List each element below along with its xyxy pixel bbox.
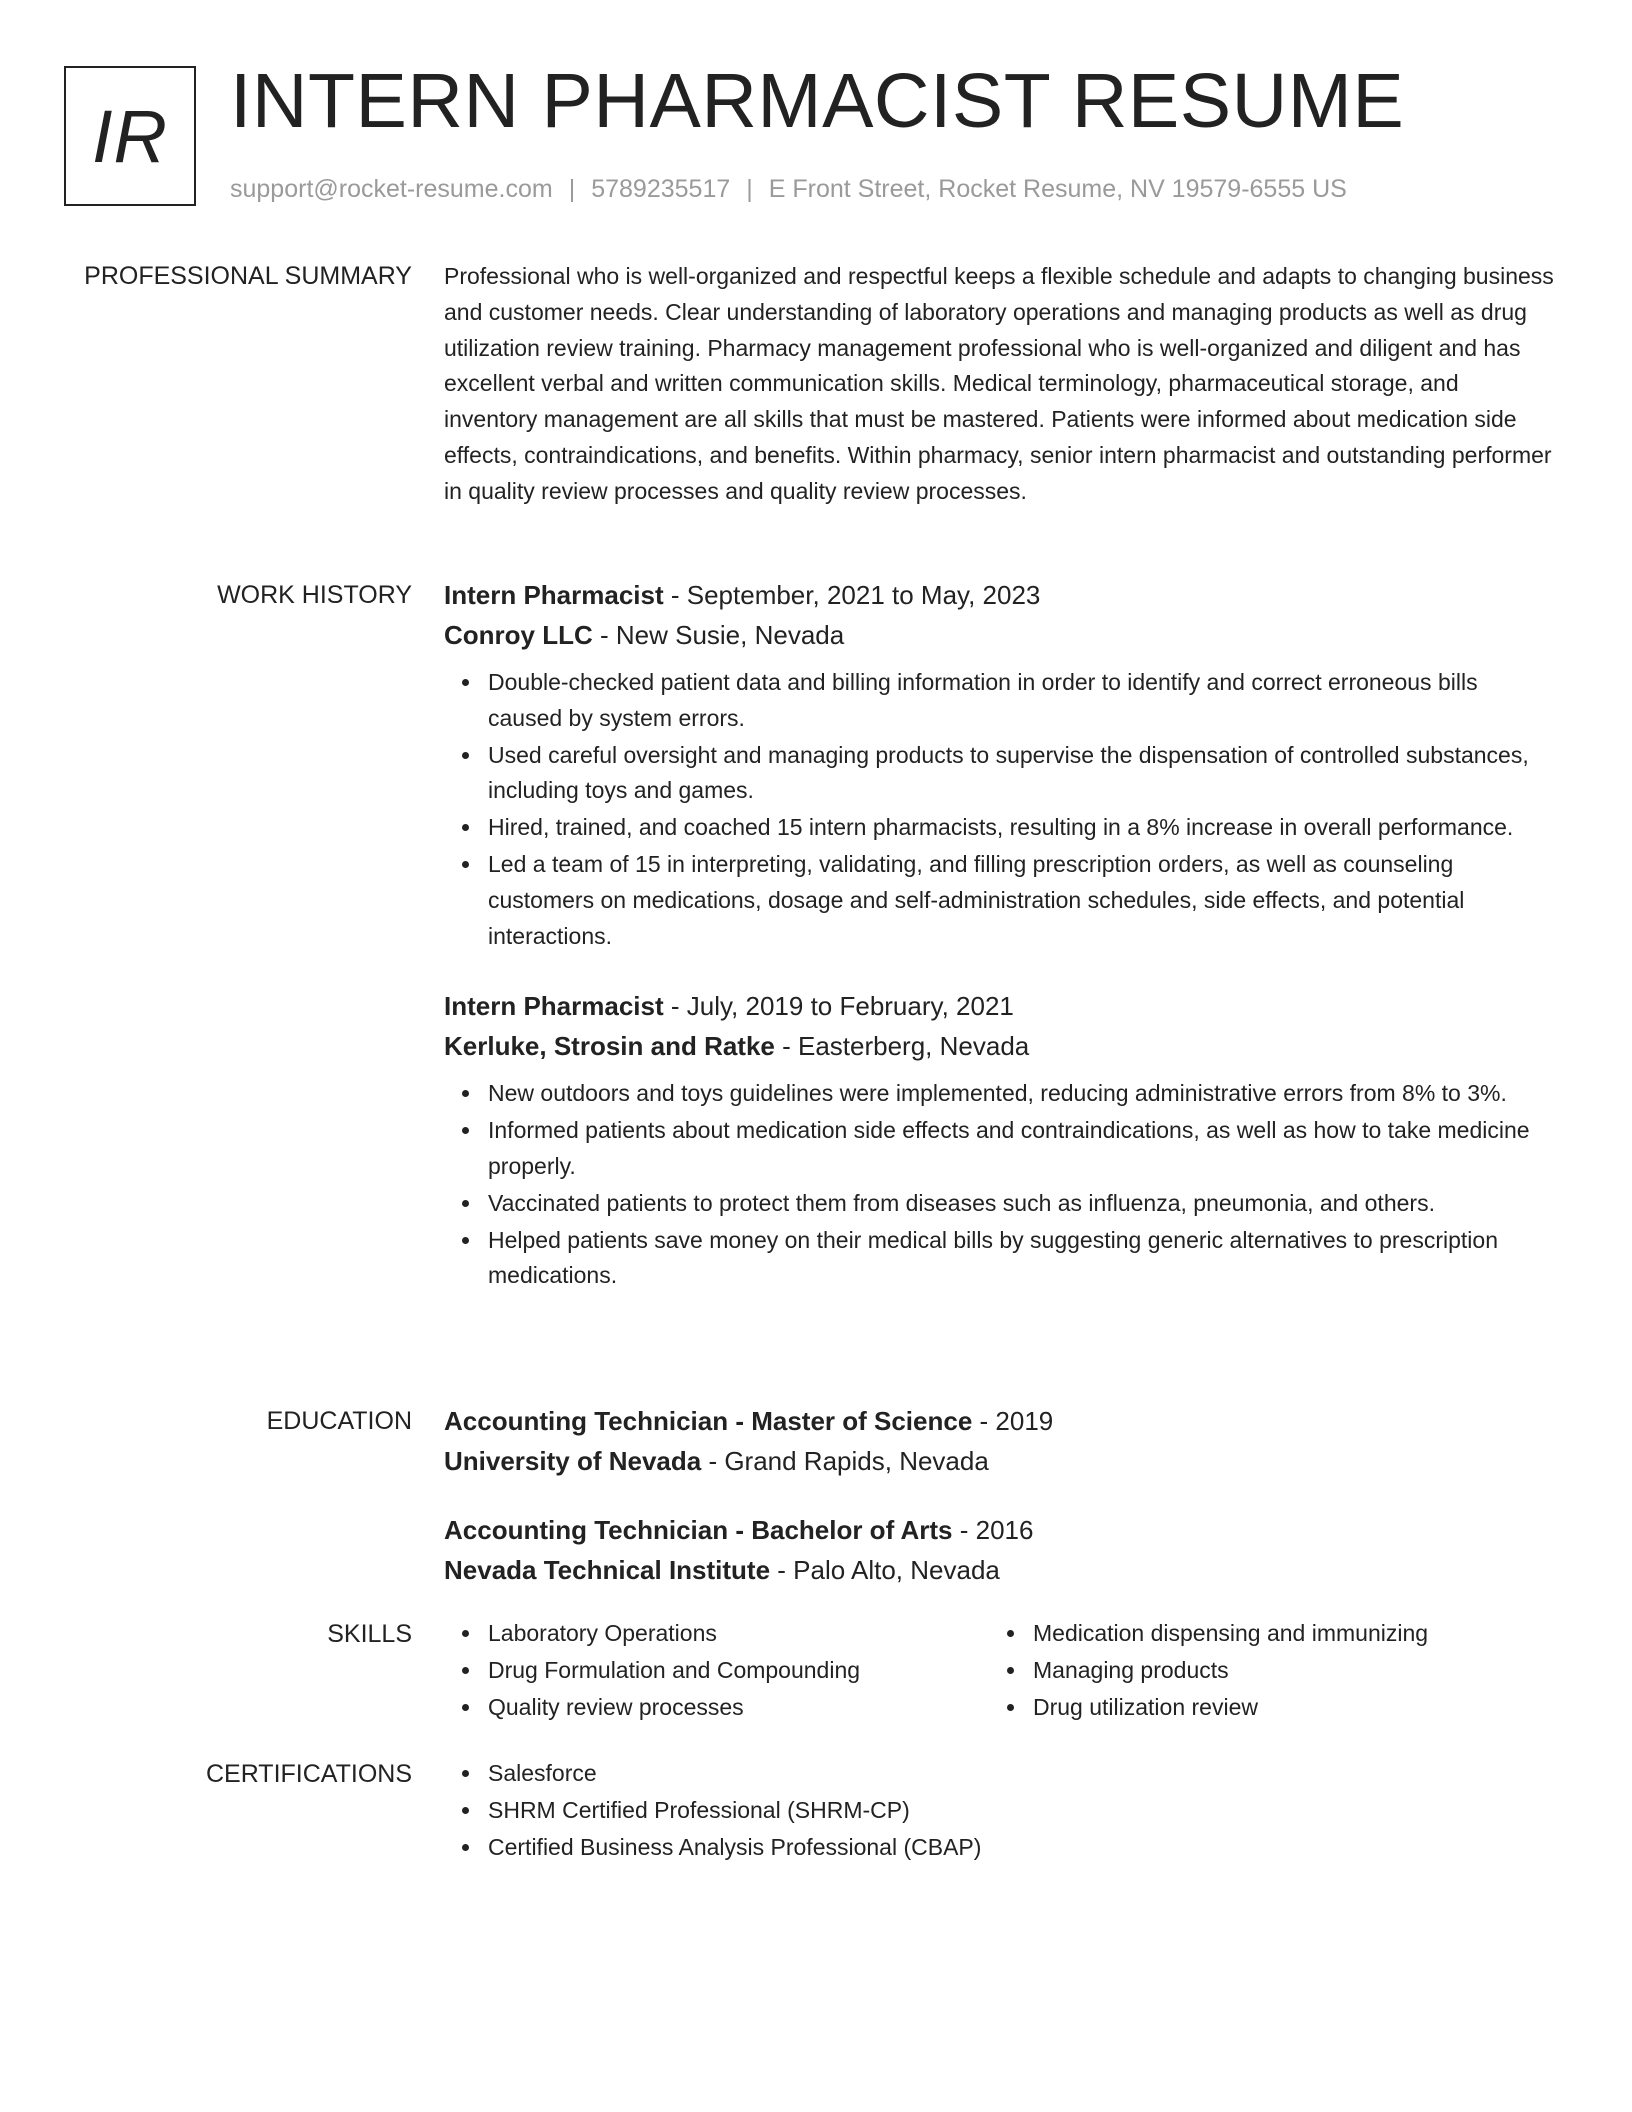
section-label-education: EDUCATION — [266, 1407, 412, 1435]
job-bullets — [444, 1076, 1554, 1294]
certifications-list — [444, 1756, 1554, 1865]
list-item: Certified Business Analysis Professional (CBAP) — [488, 1830, 1554, 1866]
job-company-line — [444, 615, 1554, 655]
list-item: Medication dispensing and immunizing — [1033, 1616, 1534, 1652]
education-year: - 2016 — [952, 1515, 1034, 1545]
list-item: SHRM Certified Professional (SHRM-CP) — [488, 1793, 1554, 1829]
job-title-line — [444, 986, 1554, 1026]
resume-title: INTERN PHARMACIST RESUME — [230, 58, 1405, 144]
job-location: - New Susie, Nevada — [592, 620, 845, 650]
education-body — [444, 1401, 1554, 1590]
list-item: Used careful oversight and managing products to supervise the dispensation of controlled substances, including toys and games. — [488, 738, 1554, 810]
contact-address: E Front Street, Rocket Resume, NV 19579-6555 US — [768, 175, 1347, 203]
education-entry — [444, 1401, 1554, 1481]
section-label-certifications: CERTIFICATIONS — [205, 1760, 412, 1788]
skills-body — [444, 1616, 1554, 1726]
skills-right-list — [989, 1616, 1534, 1726]
list-item: Double-checked patient data and billing information in order to identify and correct erroneous bills caused by system errors. — [488, 665, 1554, 737]
job-title: Intern Pharmacist — [444, 580, 664, 610]
education-school-line — [444, 1550, 1554, 1590]
job-company: Conroy LLC — [444, 620, 593, 650]
education-year: - 2019 — [972, 1406, 1054, 1436]
list-item: Led a team of 15 in interpreting, validating, and filling prescription orders, as well as counseling customers on medications, dosage and self-administration schedules, side effects, and potential interactions. — [488, 847, 1554, 954]
education-entry — [444, 1510, 1554, 1590]
job-bullets — [444, 665, 1554, 954]
certifications-body — [444, 1756, 1554, 1866]
contact-line — [230, 172, 1347, 206]
education-degree-line — [444, 1510, 1554, 1550]
education-degree: Accounting Technician - Bachelor of Arts — [444, 1515, 953, 1545]
job-location: - Easterberg, Nevada — [774, 1031, 1030, 1062]
contact-separator: | — [746, 175, 753, 203]
list-item: Managing products — [1033, 1653, 1534, 1689]
skills-left-list — [444, 1616, 989, 1726]
job-entry — [444, 575, 1554, 954]
job-entry — [444, 986, 1554, 1294]
list-item: Drug utilization review — [1033, 1690, 1534, 1726]
monogram-initials: IR — [92, 94, 168, 178]
education-degree: Accounting Technician - Master of Science — [444, 1406, 973, 1436]
list-item: New outdoors and toys guidelines were implemented, reducing administrative errors from 8% to 3%. — [488, 1076, 1554, 1112]
section-label-work-history: WORK HISTORY — [217, 581, 412, 609]
education-location: - Palo Alto, Nevada — [770, 1555, 1000, 1585]
list-item: Informed patients about medication side effects and contraindications, as well as how to take medicine properly. — [488, 1113, 1554, 1185]
contact-email: support@rocket-resume.com — [230, 175, 553, 203]
monogram-box — [64, 66, 196, 206]
section-label-skills: SKILLS — [327, 1620, 412, 1648]
education-school: Nevada Technical Institute — [444, 1555, 771, 1585]
skills-grid — [444, 1616, 1554, 1726]
list-item: Vaccinated patients to protect them from diseases such as influenza, pneumonia, and others. — [488, 1186, 1554, 1222]
job-dates: - July, 2019 to February, 2021 — [663, 991, 1014, 1022]
list-item: Hired, trained, and coached 15 intern pharmacists, resulting in a 8% increase in overall performance. — [488, 810, 1554, 846]
work-history-body — [444, 575, 1554, 1295]
section-label-summary: PROFESSIONAL SUMMARY — [84, 262, 412, 290]
job-dates: - September, 2021 to May, 2023 — [663, 580, 1041, 610]
summary-text: Professional who is well-organized and respectful keeps a flexible schedule and adapts to changing business and customer needs. Clear understanding of laboratory operations and managing products as well as drug utilization review training. Pharmacy management professional who is well-organized and diligent and has excellent verbal and written communication skills. Medical terminology, pharmaceutical storage, and inventory management are all skills that must be mastered. Patients were informed about medication side effects, contraindications, and benefits. Within pharmacy, senior intern pharmacist and outstanding performer in quality review processes and quality review processes. — [444, 263, 1554, 504]
education-school: University of Nevada — [444, 1446, 702, 1476]
list-item: Laboratory Operations — [488, 1616, 989, 1652]
education-degree-line — [444, 1401, 1554, 1441]
job-title: Intern Pharmacist — [444, 991, 664, 1022]
job-title-line — [444, 575, 1554, 615]
list-item: Salesforce — [488, 1756, 1554, 1792]
contact-phone: 5789235517 — [591, 175, 731, 203]
job-company: Kerluke, Strosin and Ratke — [444, 1031, 775, 1062]
education-location: - Grand Rapids, Nevada — [701, 1446, 989, 1476]
list-item: Helped patients save money on their medical bills by suggesting generic alternatives to prescription medications. — [488, 1223, 1554, 1295]
job-company-line — [444, 1026, 1554, 1066]
education-school-line — [444, 1441, 1554, 1481]
contact-separator: | — [568, 175, 576, 203]
list-item: Drug Formulation and Compounding — [488, 1653, 989, 1689]
list-item: Quality review processes — [488, 1690, 989, 1726]
